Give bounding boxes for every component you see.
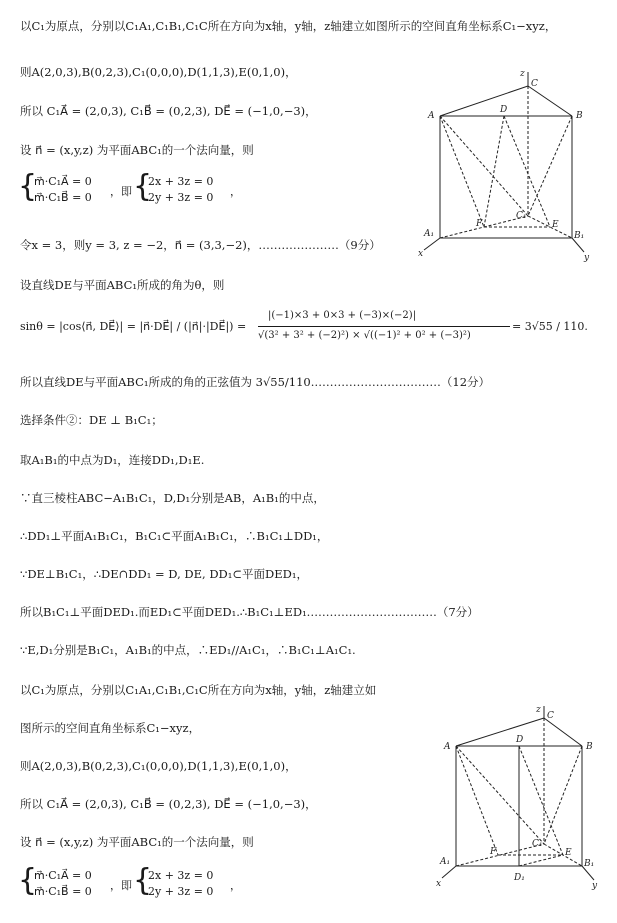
text-line: 设直线DE与平面ABC₁所成的角为θ，则 (20, 278, 225, 292)
label: A₁ (440, 857, 451, 867)
formula-result: = 3√55 / 110. (512, 320, 588, 333)
equation-text: ，即 (110, 185, 132, 198)
equation-row: 2y + 3z = 0 (148, 885, 214, 898)
label: D (516, 735, 524, 745)
label: F (476, 219, 483, 229)
label: z (520, 69, 525, 79)
text-line: 所以 C₁A⃗ = (2,0,3), C₁B⃗ = (0,2,3), DE⃗ = (−1,0,−3)， (20, 104, 317, 118)
brace-symbol: { (133, 169, 153, 204)
label: y (592, 881, 598, 890)
prism-figure (436, 704, 606, 890)
equation-text: ， (230, 879, 241, 892)
x-axis (442, 866, 456, 878)
label: A (444, 742, 451, 752)
line-ac1 (456, 746, 544, 844)
line-bc1 (528, 116, 572, 216)
label: E (565, 848, 572, 858)
text-line: 所以 C₁A⃗ = (2,0,3), C₁B⃗ = (0,2,3), DE⃗ = (−1,0,−3)， (20, 797, 317, 811)
label: C (547, 711, 554, 721)
text-line: 则A(2,0,3),B(0,2,3),C₁(0,0,0),D(1,1,3),E(0,1,0)， (20, 65, 297, 79)
label: B (576, 111, 583, 121)
text-line: 设 n⃗ = (x,y,z) 为平面ABC₁的一个法向量，则 (20, 835, 254, 849)
label: B (586, 742, 593, 752)
equation-row: 2x + 3z = 0 (148, 175, 214, 188)
equation-row: m⃗·C₁B⃗ = 0 (34, 191, 92, 204)
equation-text: ， (230, 185, 241, 198)
label: B₁ (574, 231, 585, 241)
brace-symbol: { (18, 863, 38, 898)
label: A (428, 111, 435, 121)
label: C₁ (516, 211, 527, 221)
line-af (440, 116, 484, 227)
label: C (531, 79, 538, 89)
equation-row: 2y + 3z = 0 (148, 191, 214, 204)
edge-cb (544, 718, 582, 746)
brace-symbol: { (133, 863, 153, 898)
text-line: 所以B₁C₁⊥平面DED₁.而ED₁⊂平面DED₁.∴B₁C₁⊥ED₁.……………………………（7分） (20, 605, 479, 619)
text-line: 取A₁B₁的中点为D₁，连接DD₁,D₁E. (20, 453, 205, 467)
edge-ac (456, 718, 544, 746)
formula-denominator: √(3² + 3² + (−2)²) × √((−1)² + 0² + (−3)²) (258, 330, 471, 341)
label: y (584, 253, 590, 262)
label: B₁ (584, 859, 595, 869)
text-line: ∵E,D₁分别是B₁C₁，A₁B₁的中点，∴ED₁//A₁C₁，∴B₁C₁⊥A₁C₁. (20, 643, 356, 657)
label: x (436, 879, 442, 889)
line-ac1 (440, 116, 528, 216)
text-line: ∴DD₁⊥平面A₁B₁C₁，B₁C₁⊂平面A₁B₁C₁，∴B₁C₁⊥DD₁， (20, 529, 329, 543)
line-af (456, 746, 498, 855)
line-de (504, 116, 550, 227)
x-axis (424, 238, 440, 250)
line-d1e (519, 855, 563, 866)
equation-row: m⃗·C₁B⃗ = 0 (34, 885, 92, 898)
line-bc1 (544, 746, 582, 844)
edge-ac (440, 86, 528, 116)
equation-row: 2x + 3z = 0 (148, 869, 214, 882)
text-line: 则A(2,0,3),B(0,2,3),C₁(0,0,0),D(1,1,3),E(0,1,0)， (20, 759, 297, 773)
label: E (552, 220, 559, 230)
text-line: 选择条件②：DE ⊥ B₁C₁； (20, 413, 163, 427)
label: z (536, 705, 541, 715)
label: D (500, 105, 508, 115)
fraction-bar (258, 326, 510, 327)
formula-numerator: |(−1)×3 + 0×3 + (−3)×(−2)| (268, 310, 417, 321)
prism-figure (416, 66, 596, 262)
formula-left: sinθ = |cos⟨n⃗, DE⃗⟩| = |n⃗·DE⃗| / (|n⃗|·|DE⃗|) = (20, 320, 247, 333)
edge-cb (528, 86, 572, 116)
text-line: 以C₁为原点，分别以C₁A₁,C₁B₁,C₁C所在方向为x轴，y轴，z轴建立如图所示的空间直角坐标系C₁−xyz， (20, 19, 557, 33)
equation-row: m⃗·C₁A⃗ = 0 (34, 869, 92, 882)
equation-text: ，即 (110, 879, 132, 892)
text-line: 以C₁为原点，分别以C₁A₁,C₁B₁,C₁C所在方向为x轴，y轴，z轴建立如 (20, 683, 377, 697)
brace-symbol: { (18, 169, 38, 204)
label: D₁ (514, 873, 525, 883)
label: A₁ (424, 229, 435, 239)
text-line: ∵直三棱柱ABC−A₁B₁C₁，D,D₁分别是AB，A₁B₁的中点， (20, 491, 325, 505)
text-line: 设 n⃗ = (x,y,z) 为平面ABC₁的一个法向量，则 (20, 143, 254, 157)
label: x (418, 249, 424, 259)
text-line: ∵DE⊥B₁C₁，∴DE∩DD₁ = D, DE, DD₁⊂平面DED₁， (20, 567, 308, 581)
text-line: 图所示的空间直角坐标系C₁−xyz， (20, 721, 201, 735)
line-df (484, 116, 504, 227)
text-line: 所以直线DE与平面ABC₁所成的角的正弦值为 3√55/110.……………………………（12分） (20, 375, 491, 389)
label: F (490, 847, 497, 857)
equation-row: m⃗·C₁A⃗ = 0 (34, 175, 92, 188)
label: C₁ (532, 839, 543, 849)
text-line: 令x = 3，则y = 3, z = −2，n⃗ = (3,3,−2)，…………………（9分） (20, 238, 381, 252)
